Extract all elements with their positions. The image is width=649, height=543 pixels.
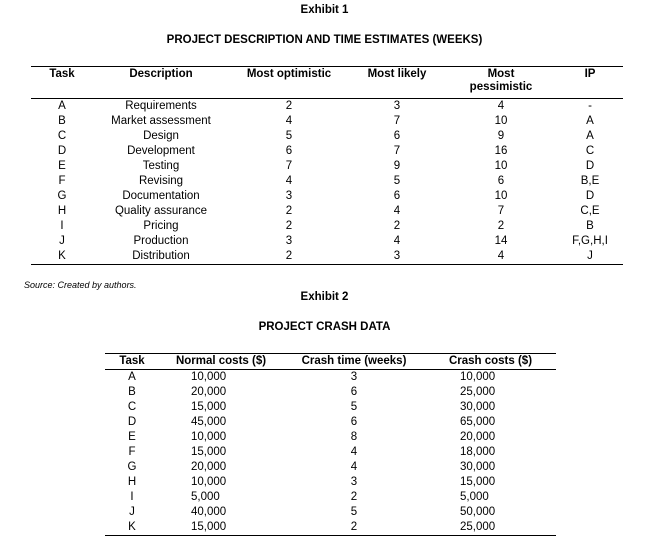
table-row xyxy=(105,415,556,430)
cell-most-pessimistic: 6 xyxy=(497,175,505,187)
header-crash-costs: Crash costs ($) xyxy=(448,355,533,367)
cell-ip: F,G,H,I xyxy=(572,235,608,247)
cell-most-optimistic: 3 xyxy=(285,190,293,202)
table-row xyxy=(105,505,556,520)
cell-normal-costs: 15,000 xyxy=(191,521,227,533)
cell-task: K xyxy=(58,250,66,262)
cell-task: I xyxy=(130,491,134,503)
cell-task: I xyxy=(60,220,64,232)
table-row xyxy=(105,400,556,415)
cell-description: Requirements xyxy=(125,100,197,112)
table-row xyxy=(31,114,623,129)
cell-task: K xyxy=(128,521,136,533)
table-row xyxy=(31,234,623,249)
header-most-likely: Most likely xyxy=(367,68,427,80)
cell-description: Development xyxy=(127,145,195,157)
table-row xyxy=(31,99,623,115)
header-description: Description xyxy=(129,68,193,80)
time-estimates-table xyxy=(31,66,623,265)
table-row xyxy=(31,249,623,265)
cell-description: Pricing xyxy=(143,220,179,232)
cell-ip: B,E xyxy=(580,175,600,187)
cell-normal-costs: 10,000 xyxy=(191,431,227,443)
cell-normal-costs: 20,000 xyxy=(191,386,227,398)
exhibit2-label: Exhibit 2 xyxy=(300,291,349,303)
cell-most-pessimistic: 10 xyxy=(494,115,508,127)
table-row xyxy=(105,430,556,445)
table-row xyxy=(31,189,623,204)
cell-ip: A xyxy=(586,115,594,127)
cell-crash-time: 3 xyxy=(350,476,358,488)
cell-normal-costs: 15,000 xyxy=(191,446,227,458)
cell-crash-costs: 50,000 xyxy=(460,506,496,518)
cell-task: J xyxy=(59,235,65,247)
cell-normal-costs: 5,000 xyxy=(191,491,220,503)
cell-most-pessimistic: 10 xyxy=(494,190,508,202)
cell-crash-costs: 65,000 xyxy=(460,416,496,428)
cell-most-likely: 6 xyxy=(393,130,401,142)
cell-task: D xyxy=(57,145,67,157)
exhibit2-title: PROJECT CRASH DATA xyxy=(258,321,391,333)
cell-crash-time: 5 xyxy=(350,401,358,413)
table-row xyxy=(31,204,623,219)
cell-most-likely: 7 xyxy=(393,115,401,127)
header-crash-time: Crash time (weeks) xyxy=(301,355,407,367)
cell-crash-costs: 18,000 xyxy=(460,446,496,458)
cell-most-likely: 9 xyxy=(393,160,401,172)
header-task: Task xyxy=(119,355,145,367)
table-row xyxy=(31,159,623,174)
cell-most-optimistic: 5 xyxy=(285,130,293,142)
cell-most-likely: 3 xyxy=(393,100,401,112)
cell-description: Quality assurance xyxy=(114,205,208,217)
cell-ip: C xyxy=(585,145,595,157)
cell-most-optimistic: 2 xyxy=(285,100,293,112)
cell-normal-costs: 10,000 xyxy=(191,371,227,383)
header-most-pessimistic: Most pessimistic xyxy=(469,68,533,93)
header-ip: IP xyxy=(584,68,596,80)
cell-most-pessimistic: 14 xyxy=(494,235,508,247)
cell-description: Documentation xyxy=(122,190,200,202)
table-header-row xyxy=(105,354,556,370)
cell-crash-time: 6 xyxy=(350,416,358,428)
cell-task: C xyxy=(127,401,137,413)
table-row xyxy=(105,520,556,536)
table-row xyxy=(105,490,556,505)
header-task: Task xyxy=(49,68,75,80)
cell-ip: B xyxy=(586,220,594,232)
cell-crash-costs: 30,000 xyxy=(460,461,496,473)
cell-task: E xyxy=(128,431,136,443)
cell-task: E xyxy=(58,160,66,172)
cell-most-optimistic: 2 xyxy=(285,205,293,217)
cell-task: G xyxy=(127,461,137,473)
table-row xyxy=(105,370,556,386)
cell-crash-costs: 5,000 xyxy=(460,491,489,503)
cell-normal-costs: 10,000 xyxy=(191,476,227,488)
cell-task: C xyxy=(57,130,67,142)
cell-most-likely: 2 xyxy=(393,220,401,232)
cell-most-pessimistic: 7 xyxy=(497,205,505,217)
cell-ip: D xyxy=(585,160,595,172)
cell-most-likely: 6 xyxy=(393,190,401,202)
table-header-row xyxy=(31,67,623,99)
cell-most-optimistic: 4 xyxy=(285,175,293,187)
cell-most-pessimistic: 16 xyxy=(494,145,508,157)
cell-crash-time: 5 xyxy=(350,506,358,518)
cell-most-optimistic: 3 xyxy=(285,235,293,247)
cell-description: Production xyxy=(133,235,189,247)
cell-ip: C,E xyxy=(580,205,600,217)
cell-most-optimistic: 2 xyxy=(285,220,293,232)
cell-most-pessimistic: 9 xyxy=(497,130,505,142)
cell-crash-time: 2 xyxy=(350,491,358,503)
table-row xyxy=(31,129,623,144)
table-row xyxy=(105,475,556,490)
cell-task: A xyxy=(58,100,66,112)
cell-normal-costs: 45,000 xyxy=(191,416,227,428)
cell-most-pessimistic: 4 xyxy=(497,100,505,112)
cell-crash-time: 2 xyxy=(350,521,358,533)
cell-task: A xyxy=(128,371,136,383)
cell-crash-costs: 15,000 xyxy=(460,476,496,488)
cell-description: Market assessment xyxy=(111,115,211,127)
cell-most-optimistic: 4 xyxy=(285,115,293,127)
cell-task: D xyxy=(127,416,137,428)
cell-most-pessimistic: 2 xyxy=(497,220,505,232)
exhibit1-title: PROJECT DESCRIPTION AND TIME ESTIMATES (WEEKS) xyxy=(166,34,483,46)
cell-task: G xyxy=(57,190,67,202)
table-row xyxy=(31,174,623,189)
cell-crash-costs: 25,000 xyxy=(460,521,496,533)
cell-crash-costs: 30,000 xyxy=(460,401,496,413)
table-row xyxy=(105,460,556,475)
cell-task: H xyxy=(57,205,67,217)
cell-most-pessimistic: 10 xyxy=(494,160,508,172)
cell-task: J xyxy=(129,506,135,518)
exhibit1-label: Exhibit 1 xyxy=(300,4,349,16)
cell-crash-time: 3 xyxy=(350,371,358,383)
cell-most-pessimistic: 4 xyxy=(497,250,505,262)
cell-crash-time: 4 xyxy=(350,461,358,473)
cell-most-likely: 7 xyxy=(393,145,401,157)
cell-normal-costs: 15,000 xyxy=(191,401,227,413)
header-normal-costs: Normal costs ($) xyxy=(175,355,267,367)
cell-crash-costs: 20,000 xyxy=(460,431,496,443)
cell-crash-time: 6 xyxy=(350,386,358,398)
cell-crash-time: 8 xyxy=(350,431,358,443)
cell-normal-costs: 20,000 xyxy=(191,461,227,473)
cell-task: F xyxy=(58,175,66,187)
table-row xyxy=(105,445,556,460)
cell-ip: - xyxy=(588,100,592,112)
source-note: Source: Created by authors. xyxy=(24,280,137,290)
table-row xyxy=(31,219,623,234)
table-row xyxy=(31,144,623,159)
cell-description: Revising xyxy=(138,175,184,187)
cell-crash-time: 4 xyxy=(350,446,358,458)
cell-most-likely: 3 xyxy=(393,250,401,262)
cell-most-optimistic: 6 xyxy=(285,145,293,157)
crash-data-table xyxy=(105,353,556,536)
cell-task: H xyxy=(127,476,137,488)
cell-task: B xyxy=(128,386,136,398)
cell-most-likely: 4 xyxy=(393,235,401,247)
cell-most-optimistic: 7 xyxy=(285,160,293,172)
cell-crash-costs: 10,000 xyxy=(460,371,496,383)
table-row xyxy=(105,385,556,400)
cell-ip: A xyxy=(586,130,594,142)
cell-most-optimistic: 2 xyxy=(285,250,293,262)
cell-ip: D xyxy=(585,190,595,202)
cell-task: F xyxy=(128,446,136,458)
cell-most-likely: 4 xyxy=(393,205,401,217)
cell-task: B xyxy=(58,115,66,127)
cell-description: Design xyxy=(143,130,179,142)
cell-description: Testing xyxy=(142,160,180,172)
cell-normal-costs: 40,000 xyxy=(191,506,227,518)
cell-ip: J xyxy=(587,250,593,262)
cell-description: Distribution xyxy=(132,250,190,262)
cell-crash-costs: 25,000 xyxy=(460,386,496,398)
cell-most-likely: 5 xyxy=(393,175,401,187)
header-most-optimistic: Most optimistic xyxy=(246,68,332,80)
